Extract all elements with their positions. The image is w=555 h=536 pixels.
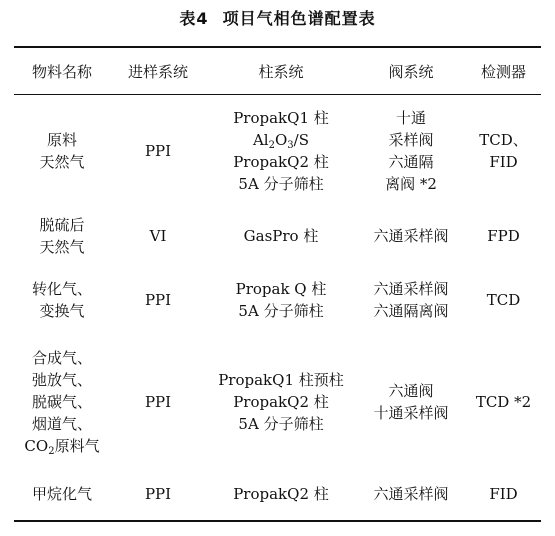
valve-line: 六通隔 <box>388 152 434 171</box>
table-row <box>14 265 541 335</box>
cell-sampling: PPI <box>144 485 172 503</box>
cell-sampling: PPI <box>144 392 172 411</box>
cell-valve <box>356 469 466 521</box>
material-line: 天然气 <box>39 152 85 171</box>
material-line: 合成气、 <box>31 348 92 367</box>
header-column: 柱系统 <box>258 62 304 81</box>
header-material: 物料名称 <box>31 62 92 81</box>
table-header-row <box>14 47 541 95</box>
formula-suffix: 原料气 <box>54 436 100 455</box>
cell-column <box>206 207 356 265</box>
column-line: 5A 分子筛柱 <box>238 414 324 433</box>
cell-material <box>14 335 110 469</box>
formula-co: CO <box>24 436 49 455</box>
table-row <box>14 469 541 521</box>
table-number: 表4 <box>179 9 209 28</box>
column-line: Propak Q 柱 <box>235 279 327 298</box>
formula-sub: 2 <box>48 445 55 457</box>
column-line: PropakQ2 柱 <box>233 485 329 503</box>
cell-detector: FPD <box>487 226 520 245</box>
formula-sub: 3 <box>287 139 294 151</box>
cell-column <box>206 265 356 335</box>
cell-valve <box>356 95 466 207</box>
cell-column <box>206 335 356 469</box>
cell-sampling: PPI <box>144 141 172 160</box>
valve-line: 六通阀 <box>388 381 434 400</box>
header-detector: 检测器 <box>480 62 526 81</box>
table-row <box>14 207 541 265</box>
valve-line: 十通 <box>395 108 426 127</box>
valve-line: 六通采样阀 <box>373 485 449 503</box>
valve-line: 离阀 *2 <box>385 174 437 193</box>
column-line: 5A 分子筛柱 <box>238 174 324 193</box>
material-line: 脱碳气、 <box>31 392 92 411</box>
cell-sampling: VI <box>149 226 167 245</box>
table-caption <box>0 6 555 29</box>
cell-detector: TCD、FID <box>479 130 528 171</box>
column-line: PropakQ1 柱 <box>233 108 329 127</box>
header-valve: 阀系统 <box>388 62 434 81</box>
gc-config-table <box>14 46 541 522</box>
cell-detector: TCD <box>486 290 521 309</box>
material-line: 原料 <box>46 130 77 149</box>
material-line: 甲烷化气 <box>31 485 92 503</box>
table-row <box>14 335 541 469</box>
table-row <box>14 95 541 207</box>
column-line-formula <box>206 129 356 151</box>
column-line: PropakQ2 柱 <box>233 392 329 411</box>
cell-valve <box>356 335 466 469</box>
formula-al: Al <box>252 130 269 149</box>
column-line: PropakQ1 柱预柱 <box>218 370 344 389</box>
valve-line: 十通采样阀 <box>373 403 449 422</box>
material-line: 变换气 <box>39 301 85 320</box>
material-line: 脱硫后 <box>39 215 85 234</box>
material-line: 烟道气、 <box>31 414 92 433</box>
cell-material <box>14 207 110 265</box>
valve-line: 采样阀 <box>388 130 434 149</box>
cell-material <box>14 265 110 335</box>
cell-valve <box>356 265 466 335</box>
column-line: 5A 分子筛柱 <box>238 301 324 320</box>
header-sampling: 进样系统 <box>127 62 188 81</box>
material-line: 转化气、 <box>31 279 92 298</box>
formula-suffix: /S <box>293 130 310 149</box>
cell-valve <box>356 207 466 265</box>
cell-material <box>14 469 110 521</box>
cell-detector: FID <box>489 485 518 503</box>
valve-line: 六通采样阀 <box>373 226 449 245</box>
formula-sub: 2 <box>268 139 275 151</box>
material-line-formula <box>14 435 110 457</box>
cell-sampling: PPI <box>144 290 172 309</box>
formula-o: O <box>274 130 288 149</box>
column-line: GasPro 柱 <box>243 226 319 245</box>
column-line: PropakQ2 柱 <box>233 152 329 171</box>
material-line: 天然气 <box>39 237 85 256</box>
cell-column <box>206 95 356 207</box>
cell-detector: TCD *2 <box>475 392 532 411</box>
valve-line: 六通采样阀 <box>373 279 449 298</box>
material-line: 弛放气、 <box>31 370 92 389</box>
cell-material <box>14 95 110 207</box>
table-title: 项目气相色谱配置表 <box>222 9 376 28</box>
valve-line: 六通隔离阀 <box>373 301 449 320</box>
cell-column <box>206 469 356 521</box>
